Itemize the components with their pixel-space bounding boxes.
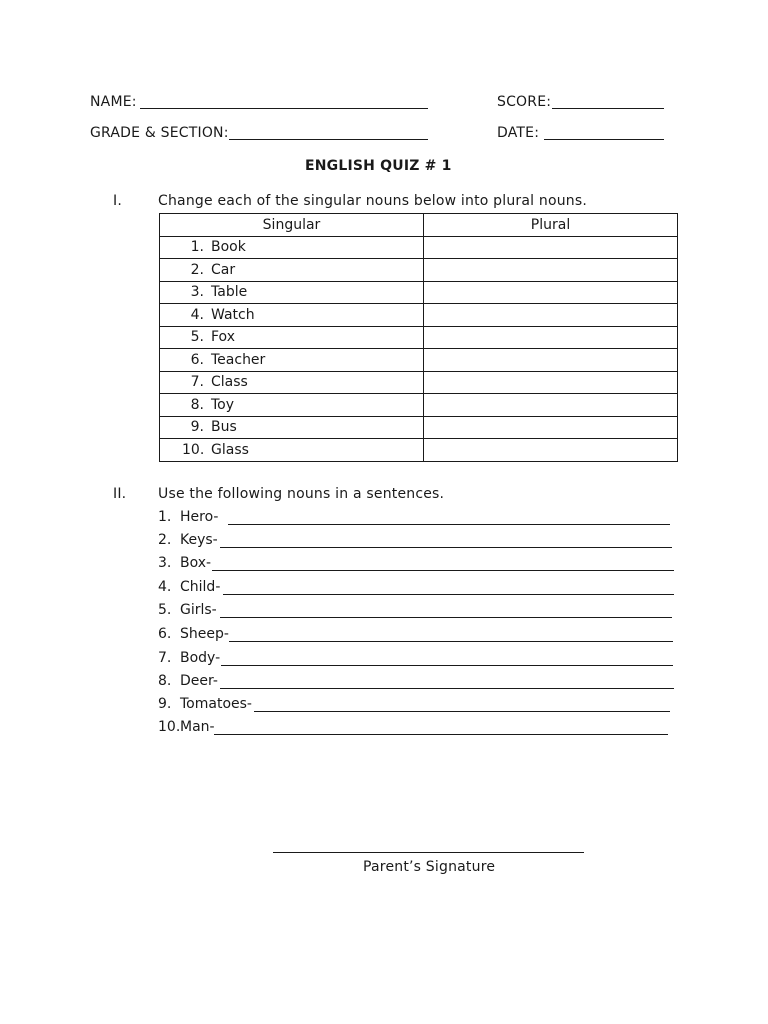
sentence-word: Sheep- — [180, 626, 229, 642]
sentence-item — [158, 555, 211, 571]
item-number: 2. — [190, 261, 204, 278]
sentence-word: Box- — [180, 555, 212, 571]
singular-word: Car — [211, 261, 236, 278]
item-number: 10. — [158, 719, 181, 735]
item-number: 7. — [158, 650, 172, 666]
item-number: 1. — [158, 509, 172, 525]
singular-cell — [160, 371, 424, 394]
item-number: 5. — [190, 329, 204, 346]
singular-word: Glass — [211, 441, 249, 458]
item-number: 5. — [158, 602, 172, 618]
sentence-word: Girls- — [180, 602, 217, 618]
part2-instruction: Use the following nouns in a sentences. — [158, 486, 445, 502]
singular-word: Watch — [211, 306, 255, 323]
plural-answer-cell[interactable] — [424, 349, 678, 372]
sentence-word: Body- — [180, 650, 221, 666]
table-row — [160, 236, 678, 259]
table-header-row — [160, 214, 678, 237]
sentence-answer-line[interactable] — [223, 578, 674, 595]
table-row — [160, 394, 678, 417]
item-number: 9. — [190, 419, 204, 436]
sentence-item — [158, 673, 218, 689]
singular-cell — [160, 281, 424, 304]
singular-cell — [160, 439, 424, 462]
nouns-table — [159, 213, 678, 462]
singular-cell — [160, 236, 424, 259]
signature-line[interactable] — [273, 836, 584, 853]
plural-answer-cell[interactable] — [424, 416, 678, 439]
sentence-word: Tomatoes- — [180, 696, 252, 712]
item-number: 4. — [158, 579, 172, 595]
table-row — [160, 349, 678, 372]
plural-answer-cell[interactable] — [424, 304, 678, 327]
singular-cell — [160, 259, 424, 282]
quiz-title: ENGLISH QUIZ # 1 — [305, 158, 452, 174]
column-header-plural: Plural — [424, 214, 678, 237]
sentence-answer-line[interactable] — [228, 508, 670, 525]
sentence-item — [158, 626, 229, 642]
item-number: 3. — [190, 284, 204, 301]
part1-instruction: Change each of the singular nouns below into plural nouns. — [158, 193, 588, 209]
item-number: 9. — [158, 696, 172, 712]
singular-cell — [160, 304, 424, 327]
plural-answer-cell[interactable] — [424, 326, 678, 349]
sentence-item — [158, 719, 215, 735]
item-number: 2. — [158, 532, 172, 548]
sentence-word: Child- — [180, 579, 221, 595]
item-number: 4. — [190, 306, 204, 323]
table-row — [160, 304, 678, 327]
name-field[interactable] — [140, 92, 428, 109]
singular-word: Table — [211, 284, 248, 301]
plural-answer-cell[interactable] — [424, 259, 678, 282]
table-row — [160, 371, 678, 394]
sentence-answer-line[interactable] — [212, 554, 674, 571]
singular-word: Fox — [211, 329, 235, 346]
sentence-item — [158, 602, 217, 618]
score-field[interactable] — [552, 92, 664, 109]
singular-word: Class — [211, 374, 248, 391]
table-row — [160, 259, 678, 282]
singular-word: Bus — [211, 419, 237, 436]
part2-numeral: II. — [113, 486, 127, 502]
table-row — [160, 281, 678, 304]
sentence-word: Man- — [180, 719, 215, 735]
sentence-item — [158, 509, 218, 525]
singular-word: Toy — [211, 396, 235, 413]
date-label: DATE: — [497, 125, 540, 141]
sentence-item — [158, 579, 220, 595]
item-number: 1. — [190, 239, 204, 256]
sentence-answer-line[interactable] — [220, 672, 674, 689]
plural-answer-cell[interactable] — [424, 394, 678, 417]
plural-answer-cell[interactable] — [424, 439, 678, 462]
sentence-item — [158, 650, 220, 666]
name-label: NAME: — [90, 94, 137, 110]
plural-answer-cell[interactable] — [424, 371, 678, 394]
sentence-answer-line[interactable] — [214, 718, 668, 735]
singular-word: Teacher — [211, 351, 266, 368]
sentence-item — [158, 532, 218, 548]
sentence-answer-line[interactable] — [220, 531, 672, 548]
item-number: 7. — [190, 374, 204, 391]
sentence-answer-line[interactable] — [254, 695, 670, 712]
item-number: 3. — [158, 555, 172, 571]
table-row — [160, 416, 678, 439]
singular-cell — [160, 326, 424, 349]
sentence-word: Deer- — [180, 673, 218, 689]
sentence-answer-line[interactable] — [221, 649, 673, 666]
item-number: 8. — [190, 396, 204, 413]
signature-label: Parent’s Signature — [363, 859, 496, 875]
sentence-word: Hero- — [180, 509, 219, 525]
sentence-answer-line[interactable] — [220, 601, 672, 618]
plural-answer-cell[interactable] — [424, 236, 678, 259]
item-number: 6. — [158, 626, 172, 642]
plural-answer-cell[interactable] — [424, 281, 678, 304]
singular-cell — [160, 349, 424, 372]
part1-numeral: I. — [113, 193, 122, 209]
sentence-answer-line[interactable] — [229, 625, 673, 642]
singular-cell — [160, 416, 424, 439]
singular-cell — [160, 394, 424, 417]
singular-word: Book — [211, 239, 246, 256]
item-number: 8. — [158, 673, 172, 689]
table-row — [160, 326, 678, 349]
date-field[interactable] — [544, 123, 664, 140]
grade-section-label: GRADE & SECTION: — [90, 125, 229, 141]
score-label: SCORE: — [497, 94, 552, 110]
sentence-item — [158, 696, 252, 712]
column-header-singular: Singular — [160, 214, 424, 237]
sentence-word: Keys- — [180, 532, 218, 548]
grade-section-field[interactable] — [229, 123, 428, 140]
item-number: 6. — [190, 351, 204, 368]
table-row — [160, 439, 678, 462]
item-number: 10. — [182, 441, 205, 458]
